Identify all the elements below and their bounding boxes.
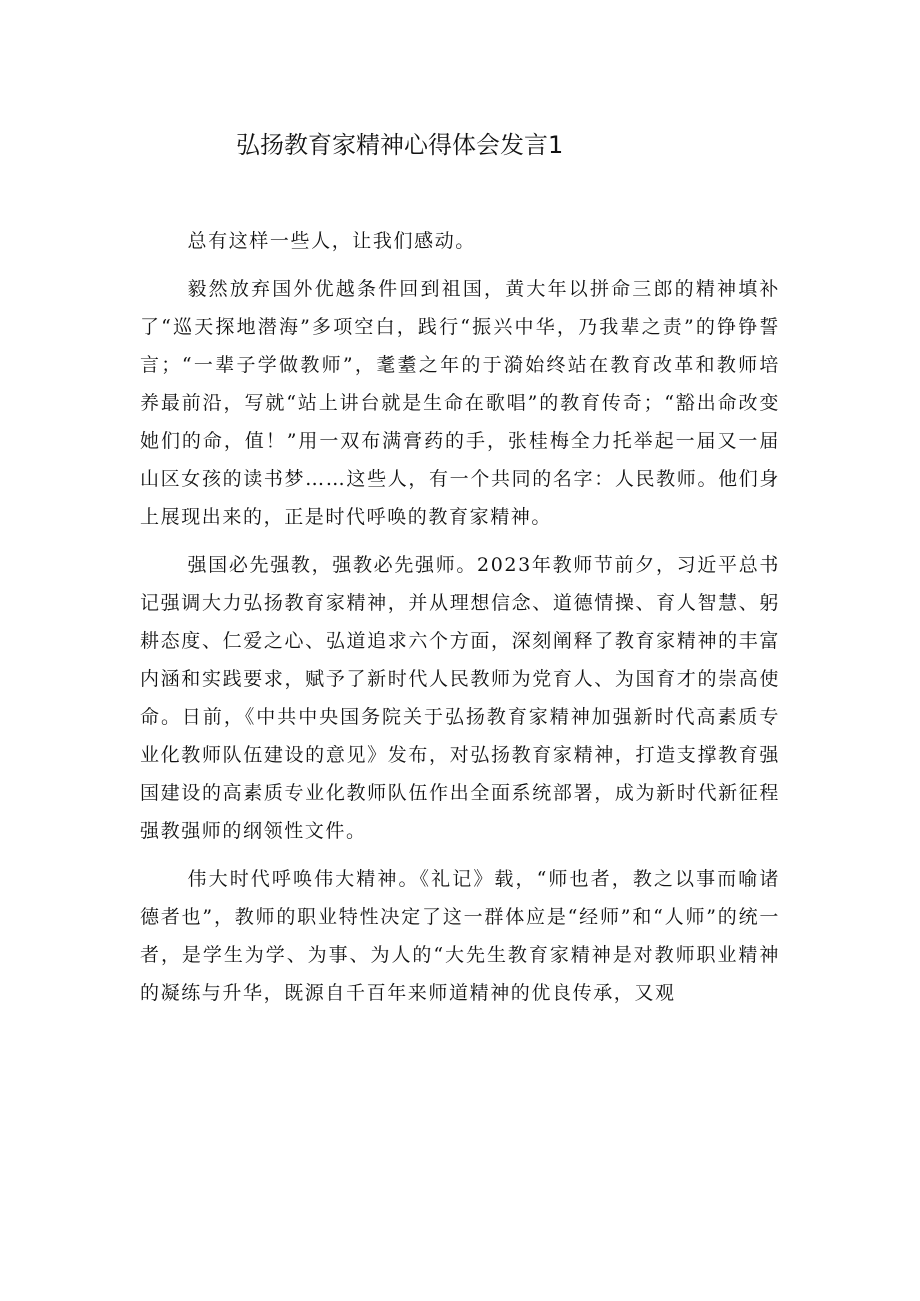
paragraph-1: 总有这样一些人，让我们感动。 <box>187 230 476 252</box>
paragraph-3: 强国必先强教，强教必先强师。2023年教师节前夕，习近平总书记强调大力弘扬教育家精神，并从理想信念、道德情操、育人智慧、躬耕态度、仁爱之心、弘道追求六个方面，深刻阐释了教育家精神的丰富内涵和实践要求，赋予了新时代人民教师为党育人、为国育才的崇高使命。日前，《中共中央国务院关于弘扬教育家精神加强新时代高素质专业化教师队伍建设的意见》发布，对弘扬教育家精神，打造支撑教育强国建设的高素质专业化教师队伍作出全面系统部署，成为新时代新征程强教强师的纲领性文件。 <box>140 554 780 842</box>
paragraph-4: 伟大时代呼唤伟大精神。《礼记》载，“师也者，教之以事而喻诸德者也”，教师的职业特性决定了这一群体应是“经师”和“人师”的统一者，是学生为学、为事、为人的“大先生教育家精神是对教师职业精神的凝练与升华，既源自千百年来师道精神的优良传承，又观 <box>140 868 780 1004</box>
document-body <box>140 222 780 1012</box>
paragraph-2: 毅然放弃国外优越条件回到祖国，黄大年以拼命三郎的精神填补了“巡天探地潜海”多项空白，践行“振兴中华，乃我辈之责”的铮铮誓言；“一辈子学做教师”，耄耋之年的于漪始终站在教育改革和教师培养最前沿，写就“站上讲台就是生命在歌唱”的教育传奇；“豁出命改变她们的命，值！”用一双布满膏药的手，张桂梅全力托举起一届又一届山区女孩的读书梦……这些人，有一个共同的名字：人民教师。他们身上展现出来的，正是时代呼唤的教育家精神。 <box>140 278 780 528</box>
document-title: 弘扬教育家精神心得体会发言1 <box>236 131 564 159</box>
